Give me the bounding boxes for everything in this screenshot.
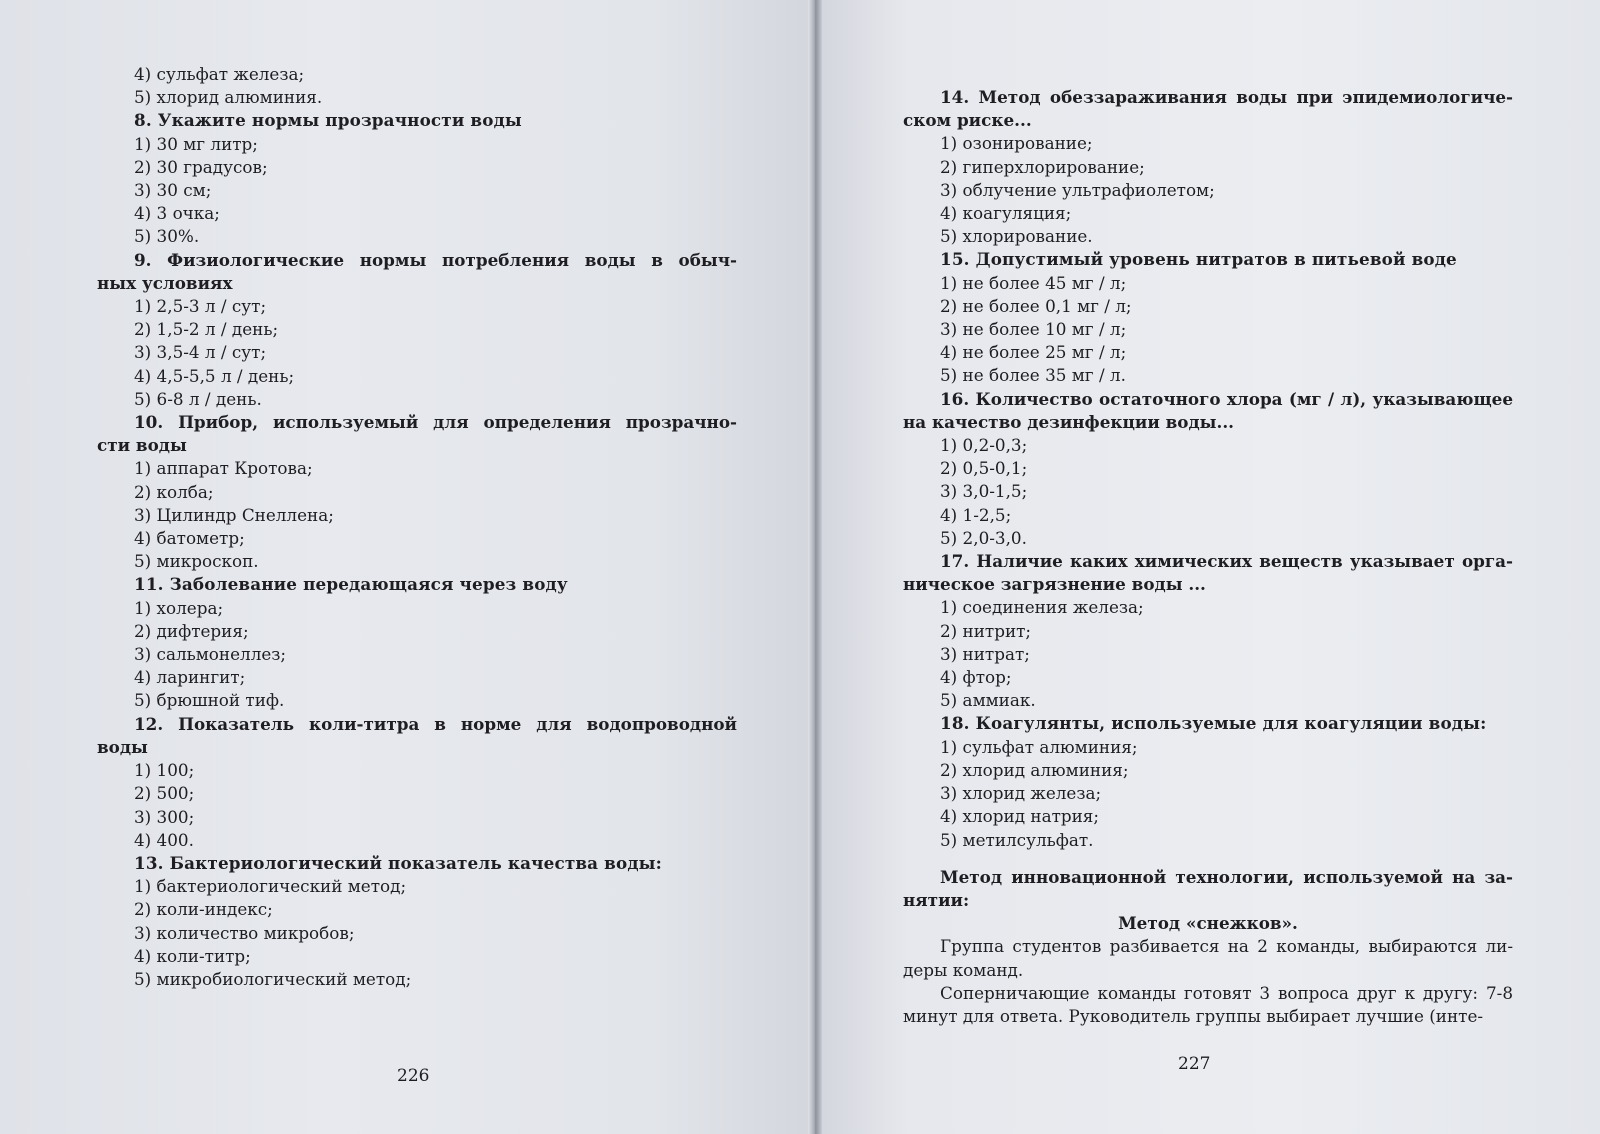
question-heading: 8. Укажите нормы прозрачности воды [134,110,522,131]
answer-option: 1) 2,5-3 л / сут; [134,296,267,317]
answer-option: 2) дифтерия; [134,620,249,641]
answer-option: 4) коагуляция; [940,203,1072,224]
right-page-number: 227 [1178,1054,1211,1074]
answer-option: 5) хлорирование. [940,226,1093,247]
answer-option: 3) хлорид железа; [940,783,1102,804]
line-first: Группа студентов разбивается на 2 команды, выбираются ли- [940,936,1513,957]
answer-option: 1) холера; [134,597,224,618]
body-paragraph [903,935,1513,981]
question-heading [903,550,1513,596]
answer-option: 5) аммиак. [940,690,1036,711]
answer-option: 5) микробиологический метод; [134,968,412,989]
question-heading [903,388,1513,434]
line-continuation: ных условиях [97,272,233,293]
answer-option: 2) колба; [134,481,214,502]
book-gutter [808,0,822,1134]
line-continuation: деры команд. [903,959,1024,980]
line-first: 16. Количество остаточного хлора (мг / л), указывающее [940,388,1513,409]
question-heading [97,713,737,759]
line-continuation: ническое загрязнение воды ... [903,574,1206,595]
line-continuation: сти воды [97,435,187,456]
answer-option: 5) 30%. [134,226,200,247]
line-continuation: ском риске... [903,110,1032,131]
answer-option: 3) Цилиндр Снеллена; [134,504,334,525]
line-first: 12. Показатель коли-титра в норме для водопроводной [134,713,737,734]
answer-option: 4) хлорид натрия; [940,806,1100,827]
answer-option: 5) микроскоп. [134,551,259,572]
answer-option: 4) 1-2,5; [940,504,1012,525]
line-continuation: на качество дезинфекции воды... [903,411,1235,432]
answer-option: 4) 400. [134,829,194,850]
answer-option: 1) 100; [134,760,195,781]
answer-option: 1) 0,2-0,3; [940,435,1028,456]
answer-option: 3) 300; [134,806,195,827]
answer-option: 4) сульфат железа; [134,64,305,84]
answer-option: 1) соединения железа; [940,597,1144,618]
answer-option: 2) коли-индекс; [134,899,273,920]
question-heading: 15. Допустимый уровень нитратов в питьевой воде [940,249,1457,270]
answer-option: 5) 2,0-3,0. [940,527,1027,548]
answer-option: 5) метилсульфат. [940,829,1094,850]
answer-option: 5) 6-8 л / день. [134,388,262,409]
answer-option: 2) нитрит; [940,620,1032,641]
answer-option: 2) 1,5-2 л / день; [134,319,279,340]
paragraph-gap [903,852,1513,866]
answer-option: 4) 4,5-5,5 л / день; [134,365,295,386]
answer-option: 3) облучение ультрафиолетом; [940,179,1215,200]
question-heading [903,866,1513,912]
left-page-text [97,63,737,991]
question-heading [97,411,737,457]
answer-option: 5) хлорид алюминия. [134,87,323,108]
right-page-text [903,86,1513,1028]
answer-option: 2) 30 градусов; [134,156,268,177]
answer-option: 3) нитрат; [940,643,1030,664]
answer-option: 1) аппарат Кротова; [134,458,313,479]
answer-option: 2) хлорид алюминия; [940,759,1129,780]
answer-option: 4) батометр; [134,528,245,549]
answer-option: 3) не более 10 мг / л; [940,319,1127,340]
answer-option: 3) 3,5-4 л / сут; [134,342,267,363]
line-first: Метод инновационной технологии, используемой на за- [940,866,1513,887]
answer-option: 1) озонирование; [940,133,1093,154]
answer-option: 2) 500; [134,783,195,804]
line-first: Соперничающие команды готовят 3 вопроса друг к другу: 7-8 [940,982,1513,1003]
answer-option: 1) бактериологический метод; [134,876,407,897]
answer-option: 4) коли-титр; [134,945,251,966]
right-page [815,0,1600,1134]
line-continuation: воды [97,736,148,757]
body-paragraph [903,982,1513,1028]
question-heading [97,249,737,295]
answer-option: 1) не более 45 мг / л; [940,272,1127,293]
question-heading: 13. Бактериологический показатель качества воды: [134,852,662,873]
question-heading: 11. Заболевание передающаяся через воду [134,574,568,595]
answer-option: 3) 3,0-1,5; [940,481,1028,502]
answer-option: 4) не более 25 мг / л; [940,342,1127,363]
left-page-number: 226 [397,1066,430,1086]
answer-option: 3) сальмонеллез; [134,644,287,665]
answer-option: 4) фтор; [940,667,1012,688]
answer-option: 3) количество микробов; [134,922,355,943]
line-first: 17. Наличие каких химических веществ указывает орга- [940,551,1513,572]
method-title: Метод «снежков». [1118,913,1298,934]
answer-option: 2) не более 0,1 мг / л; [940,295,1132,316]
answer-option: 2) гиперхлорирование; [940,156,1145,177]
question-heading: 18. Коагулянты, используемые для коагуляции воды: [940,713,1487,734]
answer-option: 5) брюшной тиф. [134,690,285,711]
line-first: 10. Прибор, используемый для определения прозрачно- [134,412,737,433]
answer-option: 1) сульфат алюминия; [940,736,1138,757]
answer-option: 1) 30 мг литр; [134,133,258,154]
line-continuation: минут для ответа. Руководитель группы выбирает лучшие (инте- [903,1005,1484,1026]
answer-option: 4) 3 очка; [134,203,220,224]
line-first: 9. Физиологические нормы потребления воды в обыч- [134,249,737,270]
line-first: 14. Метод обеззараживания воды при эпидемиологиче- [940,87,1513,107]
line-continuation: нятии: [903,889,970,910]
answer-option: 4) ларингит; [134,667,246,688]
answer-option: 5) не более 35 мг / л. [940,365,1126,386]
answer-option: 3) 30 см; [134,180,212,201]
question-heading [903,86,1513,132]
answer-option: 2) 0,5-0,1; [940,458,1028,479]
